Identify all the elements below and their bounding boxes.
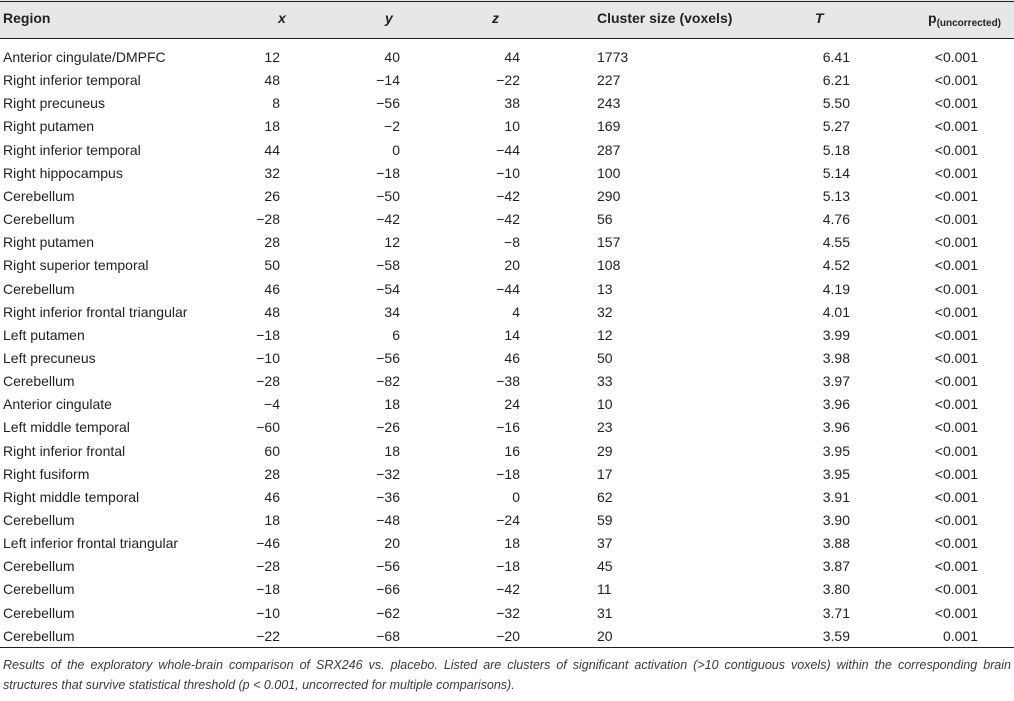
cell-x: −4	[264, 396, 280, 413]
cell-t: 3.91	[822, 488, 850, 505]
cell-y: −54	[376, 280, 400, 297]
cell-t: 3.87	[822, 558, 850, 575]
cell-z: −42	[496, 187, 520, 204]
cell-x: −18	[256, 581, 280, 598]
cell-z: −42	[496, 581, 520, 598]
cell-cluster-size: 20	[597, 627, 613, 644]
header-t: T	[815, 10, 824, 26]
table-row	[0, 532, 1014, 555]
cell-y: 12	[384, 234, 400, 251]
cell-t: 5.13	[822, 187, 850, 204]
cell-p: <0.001	[934, 581, 978, 598]
table-row	[0, 440, 1014, 463]
cell-z: 24	[504, 396, 520, 413]
cell-cluster-size: 13	[597, 280, 613, 297]
cell-z: 14	[504, 326, 520, 343]
cell-x: 32	[264, 164, 280, 181]
cell-y: 0	[392, 141, 400, 158]
cell-t: 3.80	[822, 581, 850, 598]
cell-x: 48	[264, 72, 280, 89]
cell-z: 38	[504, 95, 520, 112]
cell-p: <0.001	[934, 257, 978, 274]
cell-region: Right inferior frontal	[3, 442, 126, 459]
cell-t: 3.98	[822, 349, 850, 366]
cell-y: −58	[376, 257, 400, 274]
cell-y: −56	[376, 349, 400, 366]
cell-z: 46	[504, 349, 520, 366]
cell-p: <0.001	[934, 349, 978, 366]
cell-x: 46	[264, 280, 280, 297]
table-row	[0, 162, 1014, 185]
cell-cluster-size: 169	[597, 118, 621, 135]
header-cluster-size: Cluster size (voxels)	[597, 10, 733, 26]
cell-p: <0.001	[934, 373, 978, 390]
cell-cluster-size: 243	[597, 95, 621, 112]
cell-z: 10	[504, 118, 520, 135]
cell-y: −66	[376, 581, 400, 598]
cell-x: 44	[264, 141, 280, 158]
table-top-rule	[0, 1, 1014, 2]
table-row	[0, 69, 1014, 92]
cell-cluster-size: 157	[597, 234, 621, 251]
cell-t: 5.14	[822, 164, 850, 181]
cell-region: Right putamen	[3, 118, 95, 135]
cell-t: 5.18	[822, 141, 850, 158]
cell-x: −28	[256, 373, 280, 390]
table-row	[0, 602, 1014, 625]
cell-cluster-size: 62	[597, 488, 613, 505]
cell-z: −18	[496, 558, 520, 575]
cell-y: −56	[376, 95, 400, 112]
table-row	[0, 463, 1014, 486]
cell-z: −10	[496, 164, 520, 181]
cell-y: −26	[376, 419, 400, 436]
cell-x: 8	[272, 95, 280, 112]
cell-p: 0.001	[942, 627, 978, 644]
cell-cluster-size: 50	[597, 349, 613, 366]
table-row	[0, 208, 1014, 231]
cell-cluster-size: 59	[597, 512, 613, 528]
header-p-subscript: (uncorrected)	[936, 18, 1002, 29]
cell-z: 44	[504, 49, 520, 65]
cell-region: Anterior cingulate/DMPFC	[3, 49, 166, 65]
cell-z: 4	[512, 303, 520, 320]
cell-y: −2	[384, 118, 400, 135]
cell-z: −8	[504, 234, 520, 251]
cell-t: 3.96	[822, 419, 850, 436]
cell-y: 18	[384, 442, 400, 459]
cell-region: Cerebellum	[3, 627, 75, 644]
cell-y: −50	[376, 187, 400, 204]
cell-t: 3.88	[822, 535, 850, 552]
table-row	[0, 555, 1014, 578]
cell-cluster-size: 17	[597, 465, 613, 482]
cell-x: −10	[256, 349, 280, 366]
table-row	[0, 370, 1014, 393]
table-caption: Results of the exploratory whole-brain comparison of SRX246 vs. placebo. Listed are clusters of significant activation (>10 contiguous voxels) within the corresponding brain structures that survive statistical threshold (p < 0.001, uncorrected for multiple comparisons).	[3, 658, 1011, 692]
cell-region: Right inferior temporal	[3, 141, 141, 158]
cell-cluster-size: 45	[597, 558, 613, 575]
cell-t: 3.71	[822, 604, 850, 621]
cell-cluster-size: 56	[597, 211, 613, 228]
cell-p: <0.001	[934, 604, 978, 621]
table-bottom-rule	[0, 647, 1014, 648]
cell-cluster-size: 12	[597, 326, 613, 343]
cell-z: −18	[496, 465, 520, 482]
cell-t: 3.90	[822, 512, 850, 528]
cell-z: −22	[496, 72, 520, 89]
cell-y: −42	[376, 211, 400, 228]
cell-p: <0.001	[934, 442, 978, 459]
cell-y: −82	[376, 373, 400, 390]
header-x: x	[278, 10, 286, 26]
cell-region: Cerebellum	[3, 558, 75, 575]
header-rule	[0, 38, 1014, 39]
cell-x: −46	[256, 535, 280, 552]
cell-p: <0.001	[934, 49, 978, 65]
cell-p: <0.001	[934, 187, 978, 204]
cell-z: −44	[496, 280, 520, 297]
table-row	[0, 324, 1014, 347]
cell-y: −36	[376, 488, 400, 505]
cell-x: 18	[264, 118, 280, 135]
cell-t: 4.19	[822, 280, 850, 297]
cell-region: Cerebellum	[3, 187, 75, 204]
cell-y: −48	[376, 512, 400, 528]
table-row	[0, 509, 1014, 532]
cell-p: <0.001	[934, 326, 978, 343]
cell-z: −38	[496, 373, 520, 390]
cell-cluster-size: 23	[597, 419, 613, 436]
cell-cluster-size: 290	[597, 187, 621, 204]
cell-cluster-size: 1773	[597, 49, 629, 65]
cell-t: 3.95	[822, 465, 850, 482]
cell-region: Left putamen	[3, 326, 85, 343]
cell-p: <0.001	[934, 535, 978, 552]
cell-x: 28	[264, 234, 280, 251]
cell-region: Right middle temporal	[3, 488, 140, 505]
cell-region: Cerebellum	[3, 373, 75, 390]
cell-p: <0.001	[934, 164, 978, 181]
cell-cluster-size: 32	[597, 303, 613, 320]
cell-region: Cerebellum	[3, 211, 75, 228]
table-header	[0, 0, 1014, 38]
table-row	[0, 416, 1014, 439]
cell-z: 16	[504, 442, 520, 459]
cell-y: 34	[384, 303, 400, 320]
cell-region: Cerebellum	[3, 512, 75, 528]
cell-p: <0.001	[934, 558, 978, 575]
cell-p: <0.001	[934, 303, 978, 320]
table-row	[0, 347, 1014, 370]
cell-x: −28	[256, 558, 280, 575]
cell-z: 0	[512, 488, 520, 505]
cell-t: 6.21	[822, 72, 850, 89]
cell-x: −28	[256, 211, 280, 228]
cell-t: 3.95	[822, 442, 850, 459]
cell-cluster-size: 11	[597, 581, 612, 598]
cell-x: −22	[256, 627, 280, 644]
cell-y: −14	[376, 72, 400, 89]
cell-cluster-size: 37	[597, 535, 613, 552]
table-row	[0, 578, 1014, 601]
cell-region: Cerebellum	[3, 604, 75, 621]
table-row	[0, 301, 1014, 324]
cell-p: <0.001	[934, 280, 978, 297]
cell-x: 48	[264, 303, 280, 320]
cell-p: <0.001	[934, 419, 978, 436]
table-row	[0, 393, 1014, 416]
table-row	[0, 92, 1014, 115]
cell-cluster-size: 100	[597, 164, 621, 181]
cell-z: −42	[496, 211, 520, 228]
cell-cluster-size: 33	[597, 373, 613, 390]
cell-x: 26	[264, 187, 280, 204]
cell-p: <0.001	[934, 211, 978, 228]
cell-cluster-size: 29	[597, 442, 613, 459]
cell-p: <0.001	[934, 95, 978, 112]
cell-y: −56	[376, 558, 400, 575]
table-row	[0, 254, 1014, 277]
cell-region: Right putamen	[3, 234, 95, 251]
cell-y: −18	[376, 164, 400, 181]
cell-region: Cerebellum	[3, 581, 75, 598]
header-p	[928, 10, 1001, 29]
cell-y: −68	[376, 627, 400, 644]
cell-y: 40	[384, 49, 400, 65]
cell-p: <0.001	[934, 141, 978, 158]
cell-p: <0.001	[934, 488, 978, 505]
cell-y: 18	[384, 396, 400, 413]
header-y: y	[385, 10, 393, 26]
cell-x: −18	[256, 326, 280, 343]
cell-p: <0.001	[934, 72, 978, 89]
header-z: z	[492, 10, 499, 26]
cell-t: 5.50	[822, 95, 850, 112]
cell-t: 6.41	[822, 49, 850, 65]
cell-region: Anterior cingulate	[3, 396, 112, 413]
cell-region: Left precuneus	[3, 349, 96, 366]
cell-x: 18	[264, 512, 280, 528]
table-row	[0, 185, 1014, 208]
cell-p: <0.001	[934, 118, 978, 135]
cell-z: 20	[504, 257, 520, 274]
table-row	[0, 115, 1014, 138]
table-row	[0, 46, 1014, 69]
cell-p: <0.001	[934, 465, 978, 482]
cell-p: <0.001	[934, 512, 978, 528]
cell-x: −10	[256, 604, 280, 621]
cell-region: Cerebellum	[3, 280, 75, 297]
cell-z: −16	[496, 419, 520, 436]
cell-t: 4.52	[822, 257, 850, 274]
cell-cluster-size: 108	[597, 257, 621, 274]
cell-region: Right fusiform	[3, 465, 90, 482]
cell-region: Right hippocampus	[3, 164, 123, 181]
cell-x: 50	[264, 257, 280, 274]
cell-region: Left inferior frontal triangular	[3, 535, 179, 552]
cell-x: 60	[264, 442, 280, 459]
cell-region: Right superior temporal	[3, 257, 149, 274]
cell-z: −32	[496, 604, 520, 621]
cell-cluster-size: 287	[597, 141, 621, 158]
cell-region: Right precuneus	[3, 95, 105, 112]
table-row	[0, 486, 1014, 509]
cell-x: 12	[264, 49, 280, 65]
cell-t: 3.59	[822, 627, 850, 644]
table-row	[0, 231, 1014, 254]
cell-y: −62	[376, 604, 400, 621]
cell-t: 4.55	[822, 234, 850, 251]
cell-x: 46	[264, 488, 280, 505]
cell-z: −44	[496, 141, 520, 158]
cell-t: 3.96	[822, 396, 850, 413]
cell-p: <0.001	[934, 396, 978, 413]
cell-t: 5.27	[822, 118, 850, 135]
cell-t: 3.99	[822, 326, 850, 343]
cell-x: −60	[256, 419, 280, 436]
cell-cluster-size: 31	[597, 604, 613, 621]
cell-z: −24	[496, 512, 520, 528]
cell-t: 4.01	[822, 303, 850, 320]
cell-y: −32	[376, 465, 400, 482]
table-row	[0, 139, 1014, 162]
cell-cluster-size: 227	[597, 72, 621, 89]
cell-p: <0.001	[934, 234, 978, 251]
cell-region: Left middle temporal	[3, 419, 130, 436]
cell-z: −20	[496, 627, 520, 644]
cell-y: 6	[392, 326, 400, 343]
table-row	[0, 625, 1014, 648]
cell-t: 4.76	[822, 211, 850, 228]
header-region: Region	[3, 10, 51, 26]
header-p-main: p	[928, 10, 937, 26]
cell-cluster-size: 10	[597, 396, 613, 413]
cell-region: Right inferior frontal triangular	[3, 303, 188, 320]
cell-t: 3.97	[822, 373, 850, 390]
cell-y: 20	[384, 535, 400, 552]
cell-z: 18	[504, 535, 520, 552]
cell-region: Right inferior temporal	[3, 72, 141, 89]
cell-x: 28	[264, 465, 280, 482]
table-row	[0, 278, 1014, 301]
